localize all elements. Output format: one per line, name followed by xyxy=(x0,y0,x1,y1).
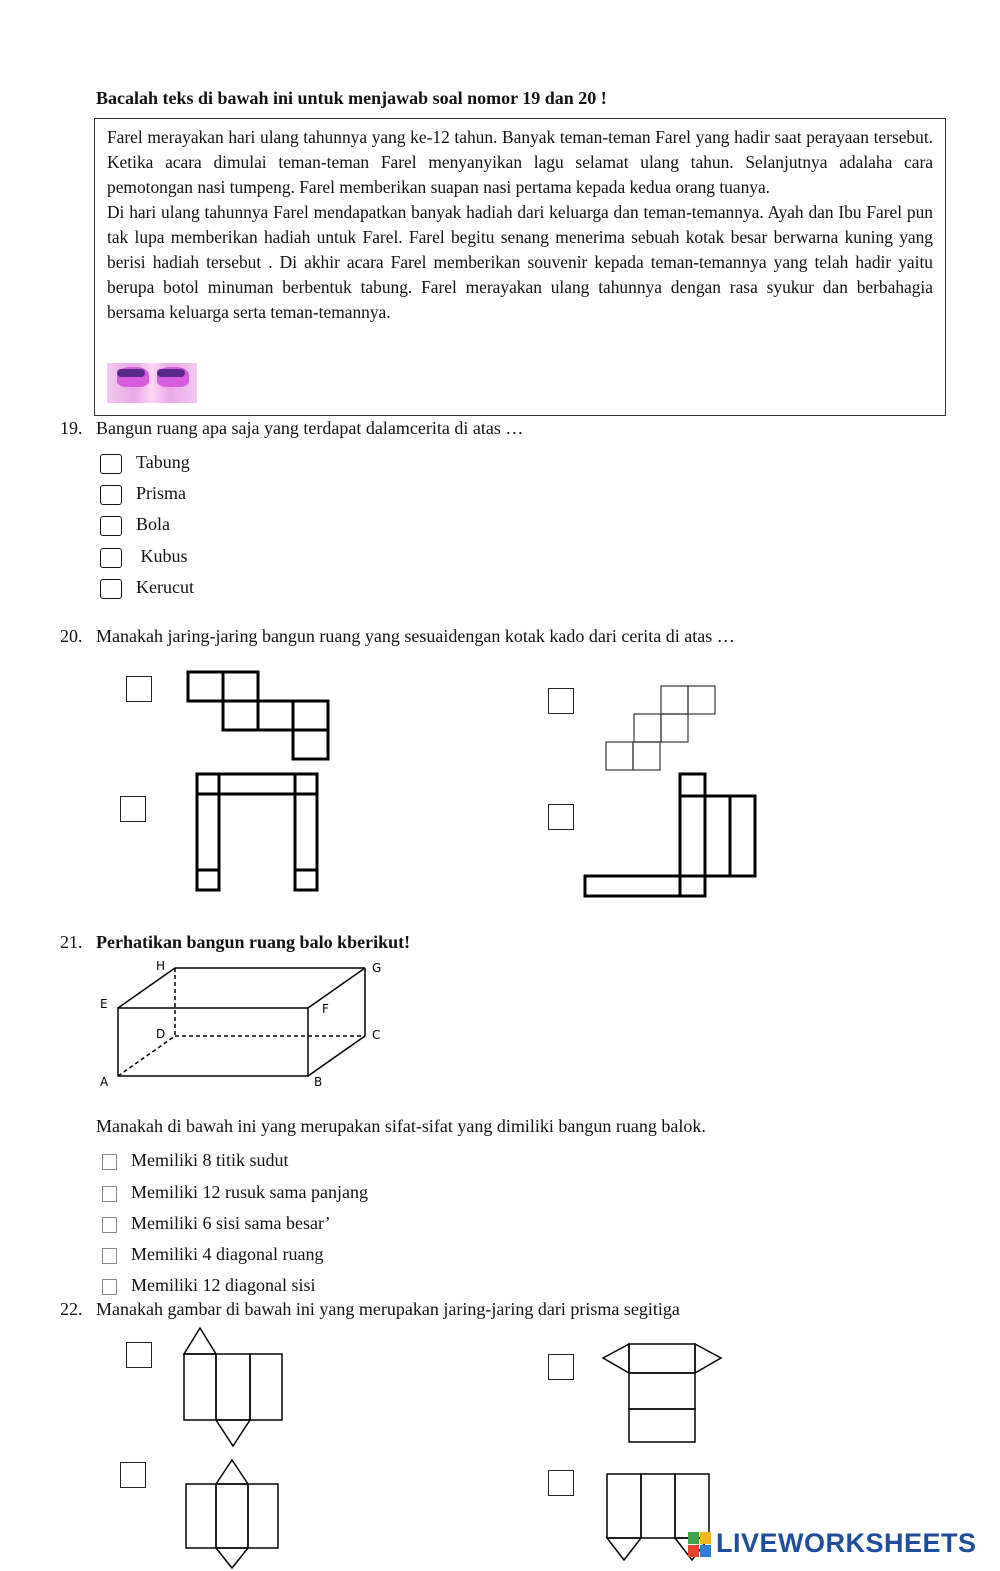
q21-option-4[interactable] xyxy=(102,1244,323,1266)
q20-answer-checkbox-d[interactable] xyxy=(548,804,574,830)
checkbox[interactable] xyxy=(102,1279,117,1295)
question-text: Manakah gambar di bawah ini yang merupakan jaring-jaring dari prisma segitiga xyxy=(96,1299,680,1319)
q21-option-2[interactable] xyxy=(102,1182,368,1204)
q19-option-kubus[interactable] xyxy=(100,546,188,568)
story-paragraph-1: Farel merayakan hari ulang tahunnya yang ke-12 tahun. Banyak teman-teman Farel yang hadir saat perayaan tersebut. Ketika acara dimulai teman-teman Farel menyanyikan lagu selamat ulang tahun. Selanjutnya adalaha cara pemotongan nasi tumpeng. Farel memberikan suapan nasi pertama kepada kedua orang tuanya. xyxy=(107,127,933,197)
vertex-label-a: A xyxy=(100,1075,109,1089)
option-label: Prisma xyxy=(136,483,187,503)
net-diagram-d xyxy=(582,772,760,900)
story-box xyxy=(94,118,946,416)
brand-name: LIVEWORKSHEETS xyxy=(716,1528,977,1558)
prism-net-a xyxy=(180,1326,286,1450)
q19-option-kerucut[interactable] xyxy=(100,577,194,599)
vertex-label-e: E xyxy=(100,997,108,1011)
q21-prompt: Manakah di bawah ini yang merupakan sifat-sifat yang dimiliki bangun ruang balok. xyxy=(96,1116,706,1136)
checkbox[interactable] xyxy=(102,1217,117,1233)
checkbox[interactable] xyxy=(100,579,122,599)
gift-boxes-image xyxy=(107,363,197,403)
q21-option-5[interactable] xyxy=(102,1275,316,1297)
q22-answer-checkbox-b[interactable] xyxy=(548,1354,574,1380)
checkbox[interactable] xyxy=(102,1154,117,1170)
option-label: Memiliki 12 diagonal sisi xyxy=(131,1275,316,1295)
net-diagram-a xyxy=(186,670,334,762)
option-label: Kerucut xyxy=(136,577,194,597)
question-number: 22. xyxy=(60,1299,83,1319)
vertex-label-b: B xyxy=(314,1075,323,1089)
q19-option-bola[interactable] xyxy=(100,514,170,536)
checkbox[interactable] xyxy=(100,548,122,568)
option-label: Tabung xyxy=(136,452,190,472)
option-label: Memiliki 8 titik sudut xyxy=(131,1150,289,1170)
net-diagram-b xyxy=(605,685,720,773)
vertex-label-d: D xyxy=(156,1027,166,1041)
question-number: 20. xyxy=(60,626,83,646)
q22-answer-checkbox-a[interactable] xyxy=(126,1342,152,1368)
q20-answer-checkbox-a[interactable] xyxy=(126,676,152,702)
q19-option-prisma[interactable] xyxy=(100,483,186,505)
option-label: Memiliki 4 diagonal ruang xyxy=(131,1244,324,1264)
option-label: Memiliki 12 rusuk sama panjang xyxy=(131,1182,368,1202)
q21-option-1[interactable] xyxy=(102,1150,289,1172)
checkbox[interactable] xyxy=(102,1248,117,1264)
option-label: Kubus xyxy=(136,546,188,566)
checkbox[interactable] xyxy=(100,485,122,505)
vertex-label-g: G xyxy=(372,961,382,975)
prism-net-b xyxy=(600,1340,726,1446)
q19-option-tabung[interactable] xyxy=(100,452,190,474)
q22-answer-checkbox-c[interactable] xyxy=(120,1462,146,1488)
q22-answer-checkbox-d[interactable] xyxy=(548,1470,574,1496)
option-label: Memiliki 6 sisi sama besar’ xyxy=(131,1213,331,1233)
reading-instruction: Bacalah teks di bawah ini untuk menjawab soal nomor 19 dan 20 ! xyxy=(96,88,607,108)
question-text: Manakah jaring-jaring bangun ruang yang sesuaidengan kotak kado dari cerita di atas … xyxy=(96,626,735,646)
q20-answer-checkbox-b[interactable] xyxy=(548,688,574,714)
checkbox[interactable] xyxy=(102,1186,117,1202)
vertex-label-h: H xyxy=(156,959,166,973)
net-diagram-c xyxy=(195,772,321,894)
vertex-label-c: C xyxy=(372,1028,381,1042)
question-number: 21. xyxy=(60,932,83,952)
cuboid-diagram xyxy=(98,958,394,1090)
question-title: Perhatikan bangun ruang balo kberikut! xyxy=(96,932,411,952)
checkbox[interactable] xyxy=(100,454,122,474)
q21-option-3[interactable] xyxy=(102,1213,331,1235)
story-paragraph-2: Di hari ulang tahunnya Farel mendapatkan banyak hadiah dari keluarga dan teman-temannya. Ayah dan Ibu Farel pun tak lupa memberikan hadiah untuk Farel. Farel begitu senang menerima sebuah kotak besar berwarna kuning yang berisi hadiah tersebut . Di akhir acara Farel memberikan souvenir kepada teman-temannya yang telah hadir yaitu berupa botol minuman berbentuk tabung. Farel merayakan ulang tahunnya dengan rasa syukur dan berbahagia bersama keluarga serta teman-temannya. xyxy=(107,202,933,322)
question-text: Bangun ruang apa saja yang terdapat dalamcerita di atas … xyxy=(96,418,524,438)
q20-answer-checkbox-c[interactable] xyxy=(120,796,146,822)
option-label: Bola xyxy=(136,514,170,534)
vertex-label-f: F xyxy=(322,1002,329,1016)
checkbox[interactable] xyxy=(100,516,122,536)
liveworksheets-logo-icon xyxy=(688,1532,712,1558)
question-number: 19. xyxy=(60,418,83,438)
liveworksheets-brand xyxy=(688,1528,977,1562)
prism-net-c xyxy=(182,1456,284,1570)
